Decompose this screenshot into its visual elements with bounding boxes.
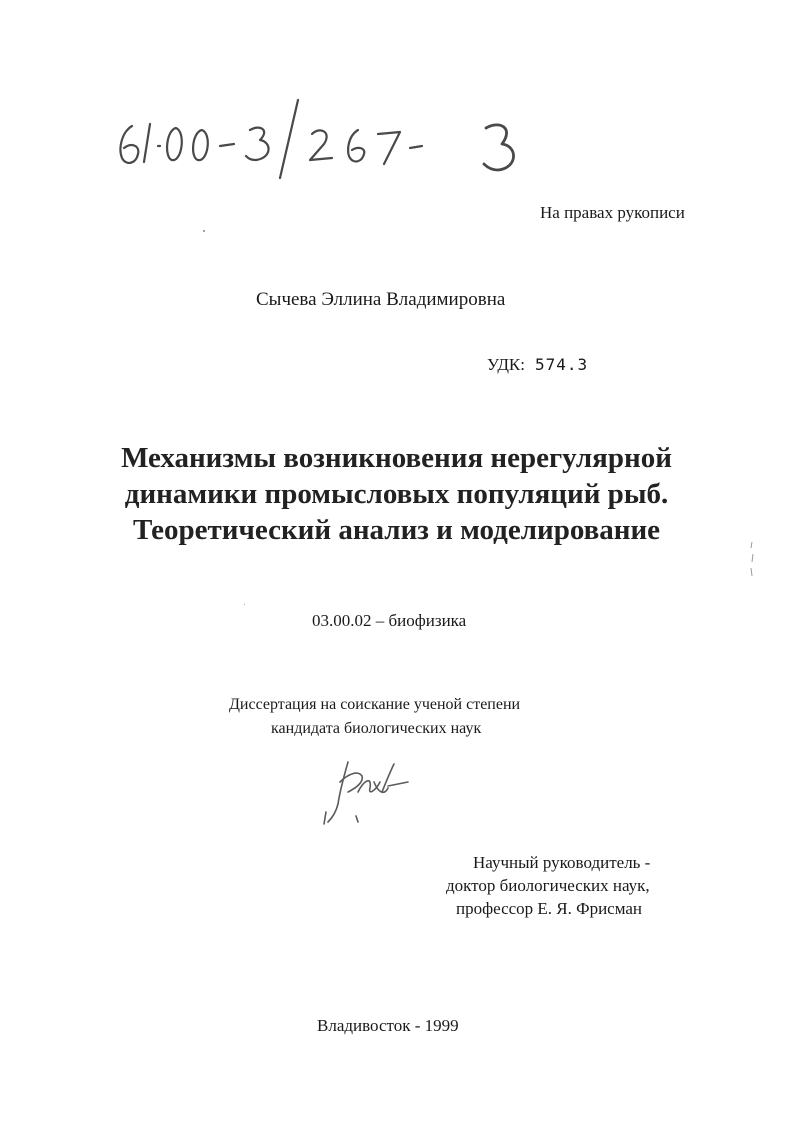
- specialty-code: 03.00.02 – биофизика: [312, 611, 467, 630]
- place-and-year: Владивосток - 1999: [317, 1016, 459, 1035]
- rights-notice: На правах рукописи: [540, 203, 685, 222]
- title-line-3: Теоретический анализ и моделирование: [132, 514, 661, 546]
- scan-speck: [244, 604, 245, 605]
- scan-speck: [203, 230, 205, 232]
- dissertation-degree-line-1: Диссертация на соискание ученой степени: [229, 696, 521, 713]
- title-line-2: динамики промысловых популяций рыб.: [124, 478, 669, 510]
- supervisor-name: профессор Е. Я. Фрисман: [456, 899, 643, 918]
- supervisor-degree: доктор биологических наук,: [446, 876, 650, 895]
- udc-value: 574.3: [534, 355, 589, 374]
- udc-code: [487, 355, 588, 375]
- udc-label: УДК:: [487, 355, 525, 374]
- signature: [318, 752, 418, 832]
- author-name: Сычева Эллина Владимировна: [256, 289, 506, 310]
- dissertation-title: [60, 440, 733, 548]
- scan-edge-mark: [748, 540, 756, 580]
- archive-number-handwriting: [100, 88, 540, 198]
- title-line-1: Механизмы возникновения нерегулярной: [121, 442, 672, 474]
- dissertation-degree-line-2: кандидата биологических наук: [271, 720, 482, 737]
- supervisor-title: Научный руководитель -: [473, 853, 651, 872]
